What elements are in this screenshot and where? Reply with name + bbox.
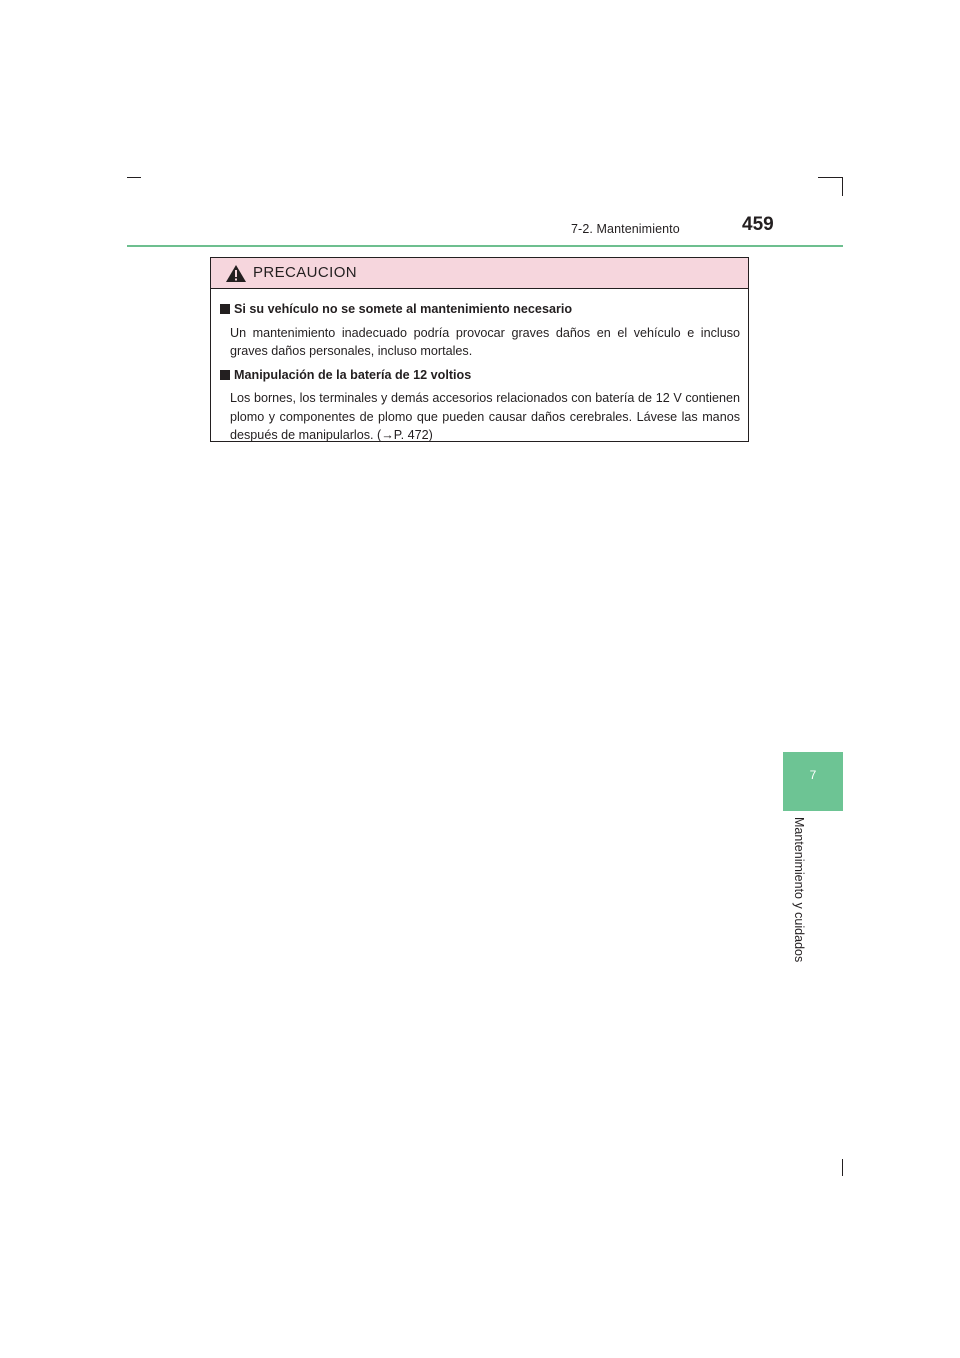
caution-item-heading — [220, 300, 740, 319]
crop-mark — [127, 177, 141, 178]
crop-mark — [842, 177, 843, 196]
crop-mark — [818, 177, 843, 178]
header-divider — [127, 245, 843, 247]
square-bullet-icon — [220, 370, 230, 380]
chapter-label: Mantenimiento y cuidados — [792, 817, 806, 963]
caution-item-text: Los bornes, los terminales y demás accesorios relacionados con batería de 12 V contienen plomo y componentes de plomo que pueden causar daños cerebrales. Lávese las manos después de manipularlos. (→P. 472) — [230, 391, 740, 442]
caution-item-heading-text: Manipulación de la batería de 12 voltios — [234, 367, 472, 382]
chapter-number: 7 — [809, 768, 817, 782]
square-bullet-icon — [220, 304, 230, 314]
caution-header — [211, 258, 748, 289]
chapter-tab — [783, 752, 843, 811]
warning-triangle-icon — [225, 264, 247, 283]
section-title: 7-2. Mantenimiento — [571, 222, 680, 236]
caution-box — [210, 257, 749, 442]
caution-item-text: Un mantenimiento inadecuado podría provocar graves daños en el vehículo e incluso graves daños personales, incluso mortales. — [230, 325, 740, 358]
caution-body — [211, 289, 748, 445]
crop-mark — [842, 1159, 843, 1176]
page-number: 459 — [742, 214, 774, 235]
caution-title: PRECAUCION — [253, 264, 358, 281]
caution-item-heading — [220, 366, 740, 385]
caution-item-heading-text: Si su vehículo no se somete al mantenimiento necesario — [234, 302, 573, 316]
